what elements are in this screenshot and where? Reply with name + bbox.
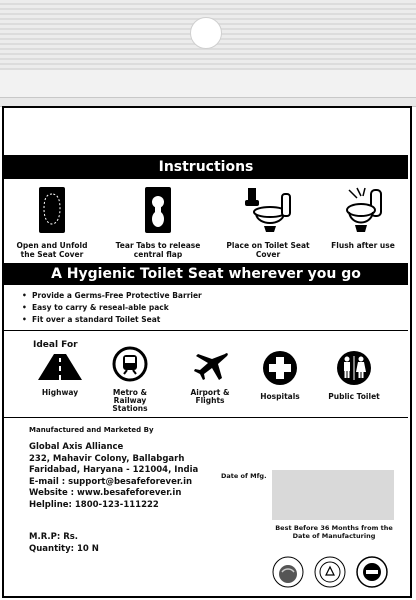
step-label: Place on Toilet Seat Cover	[226, 241, 310, 259]
ideal-label: Hospitals	[260, 392, 300, 401]
ideal-metro	[98, 346, 162, 413]
metro-train-icon	[112, 346, 148, 382]
step-flush	[326, 186, 400, 250]
feature-item: • Fit over a standard Toilet Seat	[22, 314, 202, 326]
iso-certified-seal-icon	[356, 556, 388, 588]
highway-icon	[36, 352, 84, 382]
divider	[4, 417, 408, 418]
manufacturer-heading: Manufactured and Marketed By	[29, 426, 154, 434]
ideal-label: Metro & Railway Stations	[112, 388, 148, 413]
ideal-label: Public Toilet	[328, 392, 380, 401]
best-before-text: Best Before 36 Months from the Date of Manufacturing	[275, 524, 393, 540]
ideal-label: Highway	[41, 388, 79, 397]
hospital-cross-icon	[262, 350, 298, 386]
divider	[4, 330, 408, 331]
recyclable-seal-icon	[314, 556, 346, 588]
zip-bag-lower-strip	[0, 70, 416, 98]
email-line: E-mail : support@besafeforever.in	[29, 476, 193, 487]
step-label: Tear Tabs to release central flap	[115, 241, 201, 259]
ideal-airport	[182, 350, 238, 405]
pricing	[29, 532, 99, 555]
tagline-banner: A Hygienic Toilet Seat wherever you go	[4, 263, 408, 285]
manufacturer-address	[29, 442, 198, 511]
mrp-label: M.R.P: Rs.	[29, 532, 79, 542]
address-line: 232, Mahavir Colony, Ballabgarh	[29, 453, 185, 464]
flush-toilet-icon	[341, 186, 385, 234]
ideal-for-title: Ideal For	[33, 340, 78, 350]
step-tear-tabs	[110, 186, 206, 259]
step-label: Flush after use	[331, 241, 395, 250]
step-label: Open and Unfold the Seat Cover	[16, 241, 88, 259]
step-open-unfold	[12, 186, 92, 259]
step-place-cover	[222, 186, 314, 259]
feature-list	[22, 290, 202, 326]
mfg-date-box	[272, 470, 394, 520]
feature-item: • Easy to carry & reseal-able pack	[22, 302, 202, 314]
ideal-public-toilet	[322, 350, 386, 401]
eco-friendly-seal-icon	[272, 556, 304, 588]
ideal-hospitals	[252, 350, 308, 401]
mfg-date-label: Date of Mfg.	[221, 472, 267, 480]
seat-cover-flap-icon	[144, 186, 172, 234]
address-line: Faridabad, Haryana - 121004, India	[29, 465, 199, 475]
ideal-label: Airport & Flights	[190, 388, 230, 405]
place-cover-on-seat-icon	[242, 186, 294, 234]
unfolded-cover-icon	[38, 186, 66, 234]
instructions-title: Instructions	[4, 155, 408, 179]
hang-hole	[190, 17, 222, 49]
public-toilet-icon	[336, 350, 372, 386]
helpline-line: Helpline: 1800-123-111222	[29, 499, 159, 510]
quantity-label: Quantity: 10 N	[29, 543, 99, 554]
feature-item: • Provide a Germs-Free Protective Barrier	[22, 290, 202, 302]
manufacturer-name: Global Axis Alliance	[29, 442, 124, 452]
website-line: Website : www.besafeforever.in	[29, 488, 182, 498]
ideal-highway	[30, 352, 90, 397]
airplane-icon	[191, 350, 229, 382]
